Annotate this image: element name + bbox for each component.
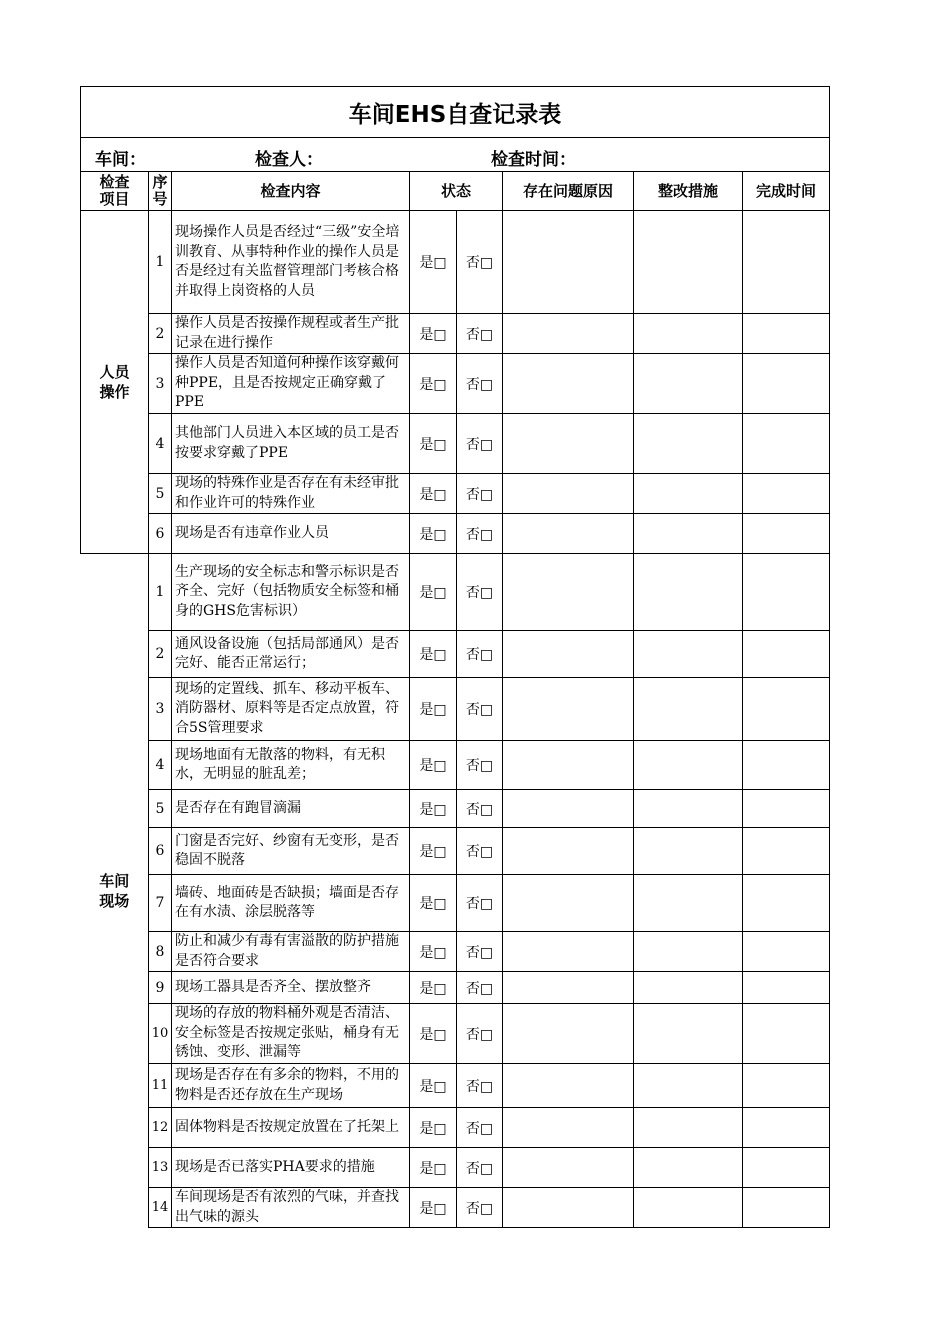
cause-cell[interactable] <box>503 1004 634 1064</box>
item-number: 6 <box>149 514 172 554</box>
status-yes-checkbox[interactable]: 是□ <box>410 1188 457 1228</box>
status-no-checkbox[interactable]: 否□ <box>457 354 503 414</box>
status-no-checkbox[interactable]: 否□ <box>457 1148 503 1188</box>
measure-cell[interactable] <box>634 932 743 972</box>
status-no-checkbox[interactable]: 否□ <box>457 514 503 554</box>
table-row <box>81 828 830 875</box>
table-row <box>81 211 830 314</box>
item-number: 7 <box>149 875 172 932</box>
status-yes-checkbox[interactable]: 是□ <box>410 631 457 678</box>
done-time-cell[interactable] <box>743 932 830 972</box>
status-yes-checkbox[interactable]: 是□ <box>410 314 457 354</box>
inspection-time-label: 检查时间： <box>491 150 576 170</box>
measure-cell[interactable] <box>634 414 743 474</box>
status-yes-checkbox[interactable]: 是□ <box>410 474 457 514</box>
status-no-checkbox[interactable]: 否□ <box>457 414 503 474</box>
header-status: 状态 <box>410 172 503 211</box>
status-no-checkbox[interactable]: 否□ <box>457 828 503 875</box>
table-row <box>81 554 830 631</box>
measure-cell[interactable] <box>634 875 743 932</box>
table-row <box>81 354 830 414</box>
item-content: 现场是否存在有多余的物料，不用的物料是否还存放在生产现场 <box>172 1064 410 1108</box>
table-row <box>81 1004 830 1064</box>
item-content: 墙砖、地面砖是否缺损；墙面是否存在有水渍、涂层脱落等 <box>172 875 410 932</box>
cause-cell[interactable] <box>503 1188 634 1228</box>
item-number: 5 <box>149 790 172 828</box>
measure-cell[interactable] <box>634 790 743 828</box>
item-number: 3 <box>149 678 172 741</box>
status-yes-checkbox[interactable]: 是□ <box>410 875 457 932</box>
item-content: 现场的定置线、抓车、移动平板车、消防器材、原料等是否定点放置，符合5S管理要求 <box>172 678 410 741</box>
status-yes-checkbox[interactable]: 是□ <box>410 678 457 741</box>
table-row <box>81 514 830 554</box>
done-time-cell[interactable] <box>743 474 830 514</box>
item-number: 9 <box>149 972 172 1004</box>
done-time-cell[interactable] <box>743 828 830 875</box>
done-time-cell[interactable] <box>743 1188 830 1228</box>
done-time-cell[interactable] <box>743 554 830 631</box>
done-time-cell[interactable] <box>743 741 830 790</box>
cause-cell[interactable] <box>503 514 634 554</box>
status-no-checkbox[interactable]: 否□ <box>457 790 503 828</box>
item-content: 现场是否有违章作业人员 <box>172 514 410 554</box>
cause-cell[interactable] <box>503 474 634 514</box>
table-row <box>81 314 830 354</box>
cause-cell[interactable] <box>503 354 634 414</box>
header-content: 检查内容 <box>172 172 410 211</box>
category-cell: 人员 操作 <box>81 211 149 554</box>
status-no-checkbox[interactable]: 否□ <box>457 678 503 741</box>
cause-cell[interactable] <box>503 678 634 741</box>
item-number: 11 <box>149 1064 172 1108</box>
item-number: 13 <box>149 1148 172 1188</box>
header-measure: 整改措施 <box>634 172 743 211</box>
measure-cell[interactable] <box>634 211 743 314</box>
item-number: 12 <box>149 1108 172 1148</box>
measure-cell[interactable] <box>634 1188 743 1228</box>
item-number: 10 <box>149 1004 172 1064</box>
table-row <box>81 875 830 932</box>
done-time-cell[interactable] <box>743 1108 830 1148</box>
ehs-checklist-sheet <box>80 86 829 1228</box>
status-no-checkbox[interactable]: 否□ <box>457 554 503 631</box>
workshop-label: 车间： <box>95 150 146 170</box>
status-no-checkbox[interactable]: 否□ <box>457 631 503 678</box>
status-yes-checkbox[interactable]: 是□ <box>410 211 457 314</box>
done-time-cell[interactable] <box>743 314 830 354</box>
status-no-checkbox[interactable]: 否□ <box>457 474 503 514</box>
measure-cell[interactable] <box>634 514 743 554</box>
status-no-checkbox[interactable]: 否□ <box>457 875 503 932</box>
done-time-cell[interactable] <box>743 514 830 554</box>
cause-cell[interactable] <box>503 932 634 972</box>
item-number: 8 <box>149 932 172 972</box>
item-content: 现场的特殊作业是否存在有未经审批和作业许可的特殊作业 <box>172 474 410 514</box>
status-no-checkbox[interactable]: 否□ <box>457 932 503 972</box>
table-row <box>81 741 830 790</box>
cause-cell[interactable] <box>503 314 634 354</box>
done-time-cell[interactable] <box>743 790 830 828</box>
done-time-cell[interactable] <box>743 678 830 741</box>
item-number: 1 <box>149 554 172 631</box>
measure-cell[interactable] <box>634 972 743 1004</box>
header-done-time: 完成时间 <box>743 172 830 211</box>
measure-cell[interactable] <box>634 741 743 790</box>
status-no-checkbox[interactable]: 否□ <box>457 741 503 790</box>
page-title: 车间EHS自查记录表 <box>81 87 830 138</box>
measure-cell[interactable] <box>634 1064 743 1108</box>
measure-cell[interactable] <box>634 474 743 514</box>
done-time-cell[interactable] <box>743 1004 830 1064</box>
item-number: 3 <box>149 354 172 414</box>
table-row <box>81 1148 830 1188</box>
ehs-checklist-table <box>80 86 830 1228</box>
status-no-checkbox[interactable]: 否□ <box>457 972 503 1004</box>
measure-cell[interactable] <box>634 631 743 678</box>
table-row <box>81 474 830 514</box>
item-content: 现场地面有无散落的物料，有无积水，无明显的脏乱差； <box>172 741 410 790</box>
done-time-cell[interactable] <box>743 1148 830 1188</box>
item-number: 1 <box>149 211 172 314</box>
status-yes-checkbox[interactable]: 是□ <box>410 1108 457 1148</box>
item-content: 现场操作人员是否经过“三级”安全培训教育、从事特种作业的操作人员是否是经过有关监督管理部门考核合格并取得上岗资格的人员 <box>172 211 410 314</box>
cause-cell[interactable] <box>503 1064 634 1108</box>
done-time-cell[interactable] <box>743 875 830 932</box>
cause-cell[interactable] <box>503 828 634 875</box>
status-yes-checkbox[interactable]: 是□ <box>410 414 457 474</box>
measure-cell[interactable] <box>634 828 743 875</box>
item-content: 车间现场是否有浓烈的气味，并查找出气味的源头 <box>172 1188 410 1228</box>
item-number: 4 <box>149 741 172 790</box>
status-yes-checkbox[interactable]: 是□ <box>410 972 457 1004</box>
measure-cell[interactable] <box>634 678 743 741</box>
header-cause: 存在问题原因 <box>503 172 634 211</box>
table-row <box>81 1108 830 1148</box>
cause-cell[interactable] <box>503 554 634 631</box>
status-yes-checkbox[interactable]: 是□ <box>410 514 457 554</box>
cause-cell[interactable] <box>503 1148 634 1188</box>
item-number: 14 <box>149 1188 172 1228</box>
measure-cell[interactable] <box>634 1004 743 1064</box>
status-yes-checkbox[interactable]: 是□ <box>410 354 457 414</box>
inspector-label: 检查人： <box>255 150 323 170</box>
done-time-cell[interactable] <box>743 1064 830 1108</box>
status-no-checkbox[interactable]: 否□ <box>457 211 503 314</box>
table-row <box>81 790 830 828</box>
cause-cell[interactable] <box>503 790 634 828</box>
item-number: 2 <box>149 631 172 678</box>
measure-cell[interactable] <box>634 354 743 414</box>
status-no-checkbox[interactable]: 否□ <box>457 314 503 354</box>
measure-cell[interactable] <box>634 1108 743 1148</box>
done-time-cell[interactable] <box>743 211 830 314</box>
status-yes-checkbox[interactable]: 是□ <box>410 828 457 875</box>
item-content: 操作人员是否知道何种操作该穿戴何种PPE，且是否按规定正确穿戴了PPE <box>172 354 410 414</box>
category-cell: 车间 现场 <box>81 554 149 1228</box>
table-row <box>81 932 830 972</box>
table-row <box>81 631 830 678</box>
table-row <box>81 972 830 1004</box>
cause-cell[interactable] <box>503 875 634 932</box>
status-no-checkbox[interactable]: 否□ <box>457 1064 503 1108</box>
status-yes-checkbox[interactable]: 是□ <box>410 1148 457 1188</box>
item-content: 现场的存放的物料桶外观是否清洁、安全标签是否按规定张贴，桶身有无锈蚀、变形、泄漏等 <box>172 1004 410 1064</box>
item-content: 门窗是否完好、纱窗有无变形，是否稳固不脱落 <box>172 828 410 875</box>
table-row <box>81 1188 830 1228</box>
item-number: 4 <box>149 414 172 474</box>
item-content: 其他部门人员进入本区域的员工是否按要求穿戴了PPE <box>172 414 410 474</box>
measure-cell[interactable] <box>634 554 743 631</box>
item-number: 6 <box>149 828 172 875</box>
cause-cell[interactable] <box>503 414 634 474</box>
item-number: 2 <box>149 314 172 354</box>
status-yes-checkbox[interactable]: 是□ <box>410 1064 457 1108</box>
done-time-cell[interactable] <box>743 972 830 1004</box>
status-no-checkbox[interactable]: 否□ <box>457 1108 503 1148</box>
item-content: 生产现场的安全标志和警示标识是否齐全、完好（包括物质安全标签和桶身的GHS危害标识） <box>172 554 410 631</box>
item-content: 固体物料是否按规定放置在了托架上 <box>172 1108 410 1148</box>
status-yes-checkbox[interactable]: 是□ <box>410 1004 457 1064</box>
status-yes-checkbox[interactable]: 是□ <box>410 790 457 828</box>
cause-cell[interactable] <box>503 631 634 678</box>
header-row <box>81 172 830 211</box>
done-time-cell[interactable] <box>743 631 830 678</box>
item-content: 现场是否已落实PHA要求的措施 <box>172 1148 410 1188</box>
status-no-checkbox[interactable]: 否□ <box>457 1004 503 1064</box>
item-content: 通风设备设施（包括局部通风）是否完好、能否正常运行； <box>172 631 410 678</box>
item-content: 防止和减少有毒有害溢散的防护措施是否符合要求 <box>172 932 410 972</box>
done-time-cell[interactable] <box>743 354 830 414</box>
header-seq: 序 号 <box>149 172 172 211</box>
status-yes-checkbox[interactable]: 是□ <box>410 554 457 631</box>
table-row <box>81 678 830 741</box>
cause-cell[interactable] <box>503 972 634 1004</box>
item-number: 5 <box>149 474 172 514</box>
table-row <box>81 414 830 474</box>
cause-cell[interactable] <box>503 1108 634 1148</box>
status-yes-checkbox[interactable]: 是□ <box>410 932 457 972</box>
item-content: 是否存在有跑冒滴漏 <box>172 790 410 828</box>
cause-cell[interactable] <box>503 211 634 314</box>
table-row <box>81 1064 830 1108</box>
measure-cell[interactable] <box>634 314 743 354</box>
header-category: 检查 项目 <box>81 172 149 211</box>
status-yes-checkbox[interactable]: 是□ <box>410 741 457 790</box>
done-time-cell[interactable] <box>743 414 830 474</box>
item-content: 现场工器具是否齐全、摆放整齐 <box>172 972 410 1004</box>
info-row <box>81 138 830 172</box>
measure-cell[interactable] <box>634 1148 743 1188</box>
cause-cell[interactable] <box>503 741 634 790</box>
status-no-checkbox[interactable]: 否□ <box>457 1188 503 1228</box>
item-content: 操作人员是否按操作规程或者生产批记录在进行操作 <box>172 314 410 354</box>
